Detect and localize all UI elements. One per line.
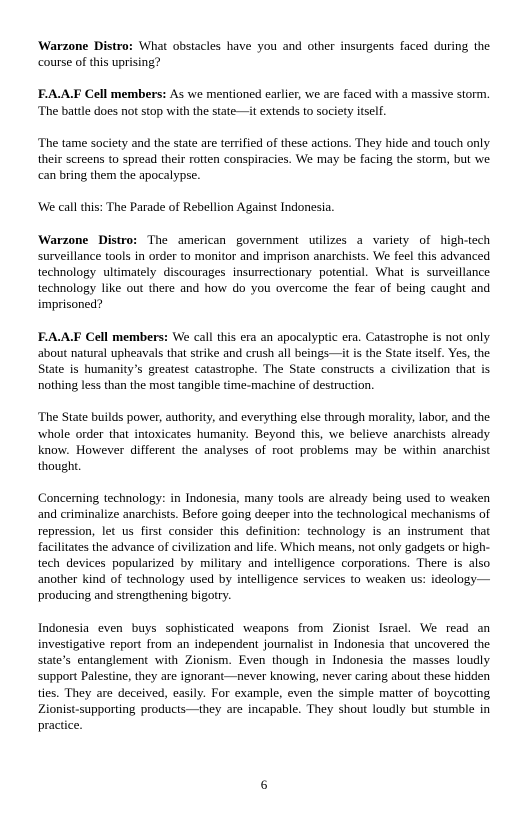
speaker-label: F.A.A.F Cell members: (38, 86, 167, 102)
paragraph-text: As we mentioned earlier, we are faced with a massive storm. The battle does not stop with the state—it extends to society itself. (38, 86, 490, 118)
paragraph-body-3 (38, 409, 490, 474)
paragraph-text: The State builds power, authority, and everything else through morality, labor, and the whole order that intoxicates humanity. Beyond this, we believe anarchists already know. However different the analyses of root problems may be within anarchist thought. (38, 409, 490, 474)
paragraph-body-2 (38, 199, 490, 215)
paragraph-text: The tame society and the state are terrified of these actions. They hide and touch only their screens to spread their rotten conspiracies. We may be facing the storm, but we can bring them the apocalypse. (38, 134, 490, 183)
paragraph-body-4 (38, 490, 490, 603)
paragraph-text: What obstacles have you and other insurgents faced during the course of this uprising? (38, 38, 490, 70)
page-number: 6 (260, 777, 268, 792)
paragraph-text: Concerning technology: in Indonesia, many tools are already being used to weaken and criminalize anarchists. Before going deeper into the technological mechanisms of repression, let us first consider this definition: technology is an instrument that facilitates the advance of civilization and life. Which means, not only gadgets or high-tech devices popularized by military and intelligence corporations. There is also another kind of technology used by intelligence services to weaken us: ideology—producing and strengthening bigotry. (38, 490, 490, 603)
page-body (38, 38, 490, 749)
paragraph-text: We call this: The Parade of Rebellion Against Indonesia. (38, 199, 335, 215)
speaker-label: Warzone Distro: (38, 231, 138, 247)
speaker-label: Warzone Distro: (38, 38, 134, 53)
paragraph-interview-question-1 (38, 38, 490, 70)
paragraph-text: The american government utilizes a variety of high-tech surveillance tools in order to monitor and imprison anarchists. We feel this advanced technology ultimately discourages insurrectionary potential. What is surveillance technology like out there and how do you overcome the fear of being caught and imprisoned? (38, 231, 490, 312)
paragraph-interview-answer-2 (38, 329, 490, 394)
paragraph-interview-question-2 (38, 232, 490, 313)
speaker-label: F.A.A.F Cell members: (38, 328, 169, 344)
paragraph-interview-answer-1 (38, 86, 490, 118)
paragraph-text: Indonesia even buys sophisticated weapons from Zionist Israel. We read an investigative report from an independent journalist in Indonesia that uncovered the state’s entanglement with Zionism. Even though in Indonesia the masses loudly support Palestine, they are ignorant—never knowing, never caring about these hidden ties. They are deceived, easily. For example, even the simple matter of boycotting Zionist-supporting products—they are incapable. They shout loudly but stumble in practice. (38, 619, 490, 732)
paragraph-body-5 (38, 620, 490, 733)
paragraph-text: We call this era an apocalyptic era. Catastrophe is not only about natural upheavals that strike and crush all beings—it is the State itself. Yes, the State is humanity’s greatest catastrophe. The State constructs a civilization that is nothing less than the most tangible time-machine of destruction. (38, 328, 490, 393)
paragraph-body-1 (38, 135, 490, 184)
